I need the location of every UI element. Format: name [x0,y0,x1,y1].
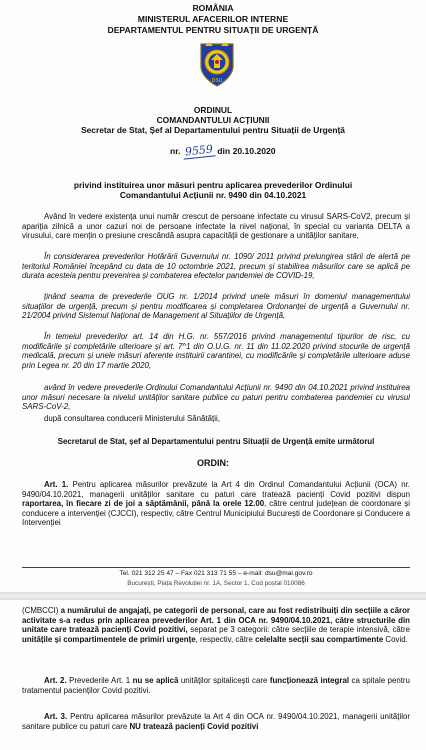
article-2-label: Art. 2. [44,676,67,685]
footer-contact: Tel. 021 312 25 47 – Fax 021 313 71 55 – e-mail: dsu@mai.gov.ro [119,570,313,577]
article-1-label: Art. 1. [44,480,69,489]
art1-cont-8: Covid. [385,634,408,644]
art1-cont-1: (CMBCCI) [22,606,59,615]
header-ministry: MINISTERUL AFACERILOR INTERNE [137,14,289,24]
order-subject-line-1: privind instituirea unor măsuri pentru aplicarea prevederilor Ordinului [73,180,353,190]
footer-divider [22,567,410,568]
article-1 [22,480,410,528]
article-3-text-b: NU tratează pacienți Covid pozitivi [129,721,259,731]
page-2 [0,600,426,750]
order-number-line [170,144,276,158]
paragraph-oug-1-2014: ținând seama de prevederile OUG nr. 1/2014 privind unele măsuri în domeniul managementului situațiilor de urgență, precum și pentru modificarea și completarea Ordonanței de urgență a Guvernului nr. 21/2004 privind Sistemul Național de Management al Situațiilor de Urgență, [22,292,410,320]
article-2-text-e: ca spitale pentru tratamentul pacienților Covid pozitivi. [22,676,410,695]
header-country: ROMÂNIA [192,3,234,13]
article-3 [22,712,410,731]
article-2-text-c: unităților spitalicești care [180,676,268,685]
article-2-text-d: funcționează integral [269,676,350,685]
article-1-text-c: , către centrul județean de coordonare și conducere a intervenției (CJCCI), respectiv, către Centrul Municipiului București de Coordonare și Conducere a Intervenției [22,499,410,527]
article-2-text-a: Prevederile Art. 1 [69,676,131,685]
article-3-label: Art. 3. [44,712,68,721]
paragraph-legal-basis: În temeiul prevederilor art. 14 din H.G. nr. 557/2016 privind managementul tipurilor de risc, cu modificările și completările ulterioare și art. 7^1 din O.U.G. nr. 11 din 11.02.2020 privind stocurile de urgență medicală, precum și unele măsuri aferente instituirii carantinei, cu modificările și completările ulterioare aduse prin Legea nr. 20 din 17 martie 2020, [22,332,410,370]
art1-cont-2: a numărului de angajați, pe categorii de personal, care au fost redistribuiți din secțiile a căror activitate s-a redus prin aplicarea prevederilor Art. 1 din OCA nr. 9490/04.10.2021, [22,606,410,625]
article-2-text-b: nu se aplică [132,676,179,685]
coat-of-arms-icon [197,40,237,88]
order-number-label: nr. [170,146,181,156]
page-separator [0,592,426,600]
order-subject-line-2: Comandantului Acțiunii nr. 9490 din 04.10.2021 [119,190,307,200]
crest-caption: DSU [211,78,223,84]
order-subtitle: COMANDANTULUI ACȚIUNII [156,115,270,125]
order-title: ORDINUL [193,105,233,115]
art1-cont-7: celelalte secții sau compartimente [255,634,384,644]
article-3-text-a: Pentru aplicarea măsurilor prevăzute la Art 4 din OCA nr. 9490/04.10.2021, managerii unităților sanitare publice cu paturi care [22,712,410,731]
order-date: din 20.10.2020 [217,146,276,156]
art1-cont-3: către structurile din unitate care tratează pacienți Covid pozitivi, [22,615,410,634]
order-issuer: Secretar de Stat, Șef al Departamentului pentru Situații de Urgență [81,125,345,135]
art1-cont-4: separat pe 3 categorii: către secțiile de terapie intensivă, către [190,625,410,634]
ordin-heading: ORDIN: [197,458,229,468]
header-department: DEPARTAMENTUL PENTRU SITUAȚII DE URGENȚĂ [107,25,319,35]
article-1-text-a: Pentru aplicarea măsurilor prevăzute la Art 4 din Ordinul Comandantului Acțiunii (OCA) nr. 9490/04.10.2021, managerii unităților sanitare cu paturi care tratează pacienți Covid pozitivi dispun [22,480,410,499]
paragraph-oca-9490: având în vedere prevederile Ordinului Comandantului Acțiunii nr. 9490 din 04.10.2021 privind instituirea unor măsuri necesare la nivelul unităților sanitare publice cu paturi pentru combaterea pandemiei cu virusul SARS-CoV-2, [22,383,410,411]
art1-cont-5: unitățile și compartimentele de primiri urgențe [22,634,196,644]
article-1-text-b: raportarea, în fiecare zi de joi a săptămânii, până la orele 12.00 [22,499,265,508]
article-2 [22,676,410,695]
paragraph-context: Având în vedere existența unui număr crescut de persoane infectate cu virusul SARS-CoV2, precum și apariția zilnică a unor cazuri noi de persoane infectate la nivel național, în special cu varianta DELTA a virusului, care mențin o presiune crescândă asupra capacității de gestionare a unităților sanitare, [22,212,410,240]
art1-cont-6: , respectiv, către [195,634,253,644]
paragraph-hg-1090: În considerarea prevederilor Hotărârii Guvernului nr. 1090/ 2011 privind prelungirea stării de alertă pe teritoriul României începând cu data de 10 octombrie 2021, precum și stabilirea măsurilor care se aplică pe durata acesteia pentru prevenirea și combaterea efectelor pandemiei de COVID-19, [22,252,410,280]
order-number-handwritten: 9559 [182,142,215,159]
article-1-continued [22,606,410,644]
paragraph-consultation: după consultarea conducerii Ministerului Sănătății, [44,414,220,423]
emit-statement: Secretarul de Stat, șef al Departamentului pentru Situații de Urgență emite următorul [57,437,375,446]
footer-address: București, Piața Revoluției nr. 1A, Sector 1, Cod poștal 010086 [127,580,305,587]
